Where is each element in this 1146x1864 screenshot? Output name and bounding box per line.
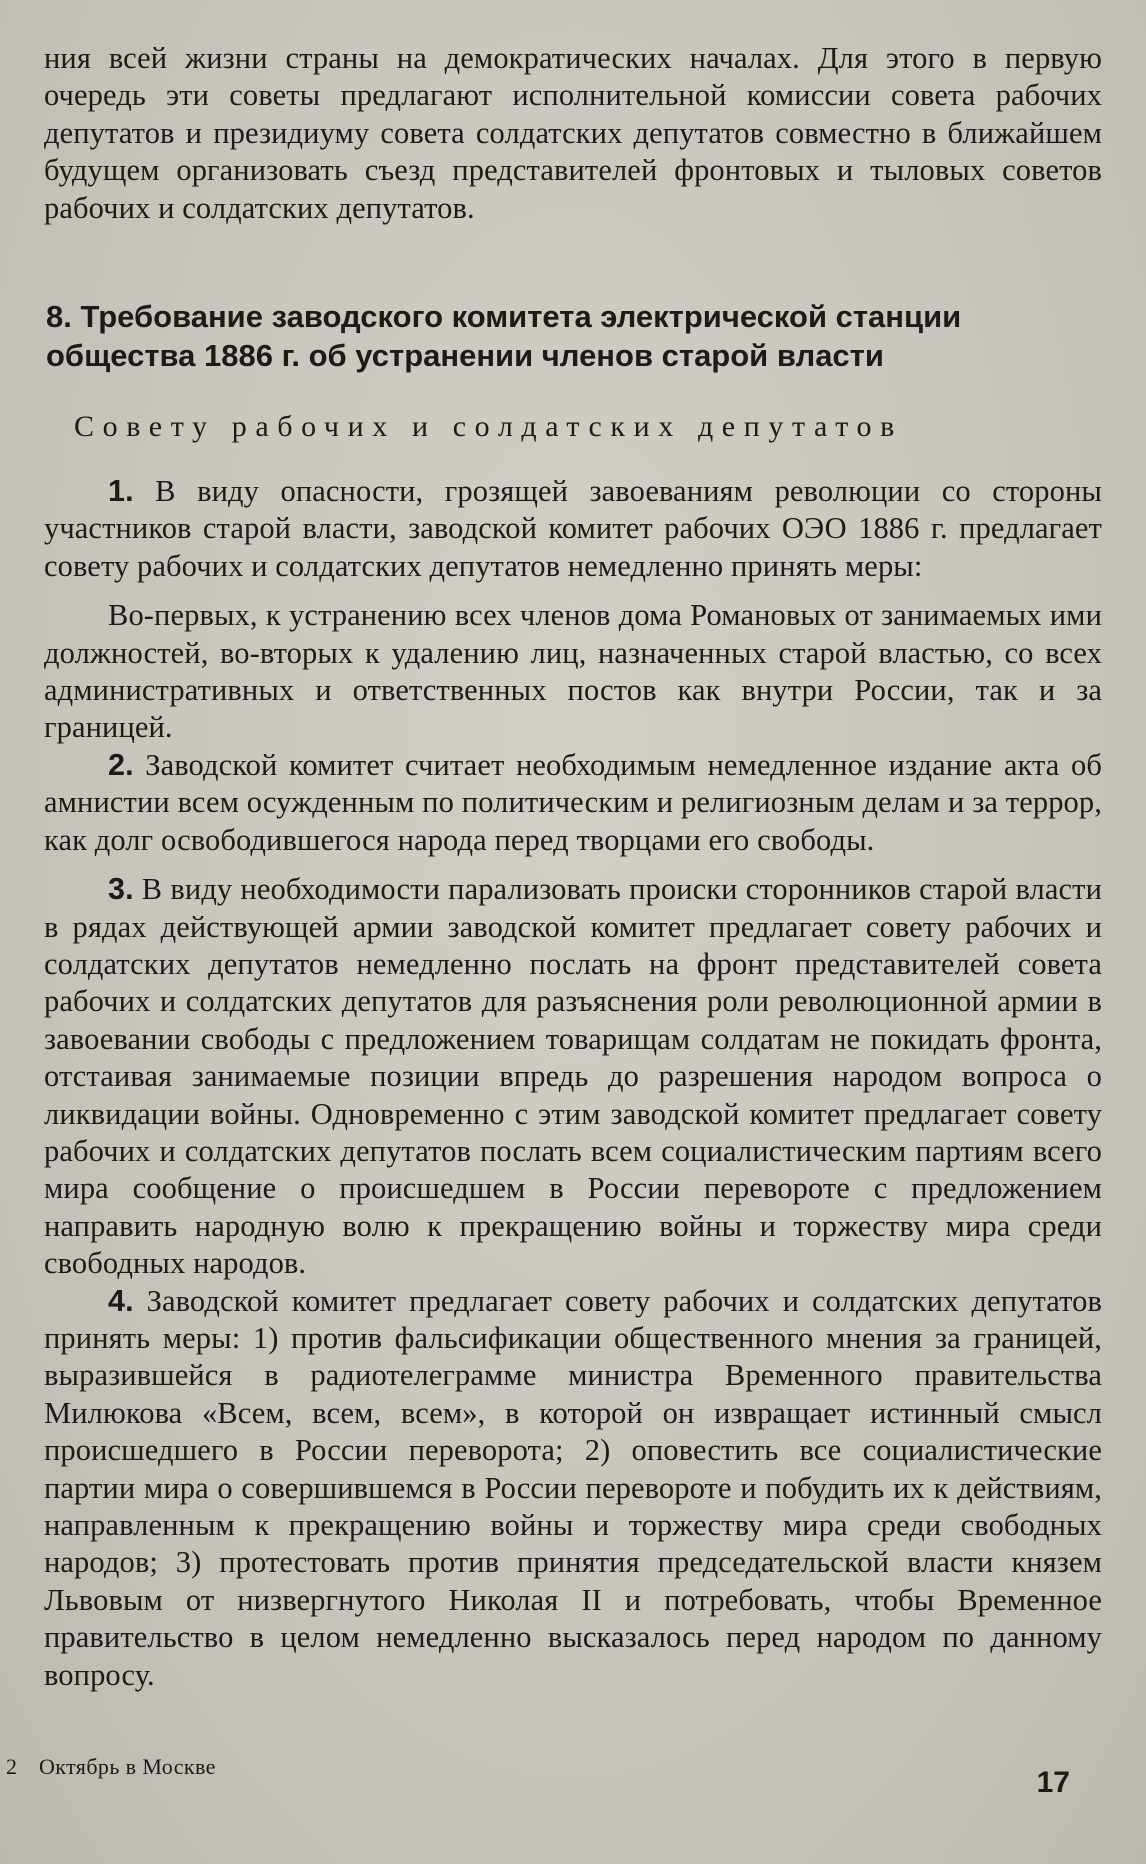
item-3-text: В виду необходимости парализовать происки сторонников старой власти в рядах действующей армии заводской комитет предлагает совету рабочих и солдатских депутатов немедленно послать на фронт представителей совета рабочих и солдатских депутатов для разъяснения роли революционной армии в завоевании свободы с предложением товарищам солдатам не покидать фронта, отстаивая занимаемые позиции впредь до разрешения народом вопроса о ликвидации войны. Одновременно с этим заводской комитет предлагает совету рабочих и солдатских депутатов послать всем социалистическим партиям всего мира сообщение о происшедшем в России перевороте с предложением направить народную волю к прекращению войны и торжеству мира среди свободных народов. bbox=[44, 872, 1102, 1281]
item-1-continuation-text: Во-первых, к устранению всех членов дома Романовых от занимаемых ими должностей, во-вторых к удалению лиц, назначенных старой властью, со всех административных и ответственных постов как внутри России, так и за границей. bbox=[44, 598, 1102, 745]
item-3-number: 3. bbox=[108, 872, 134, 907]
page-number: 17 bbox=[1036, 1766, 1070, 1799]
intro-paragraph: ния всей жизни страны на демократических началах. Для этого в первую очередь эти советы предлагают исполнительной комиссии совета рабочих депутатов и президиуму совета солдатских депутатов совместно в ближайшем будущем организовать съезд представителей фронтовых и тыловых советов рабочих и солдатских депутатов. bbox=[44, 41, 1102, 225]
printer-signature bbox=[6, 1754, 216, 1780]
addressee-line: Совету рабочих и солдатских депутатов bbox=[74, 410, 903, 444]
item-1-number: 1. bbox=[108, 474, 134, 509]
item-3-paragraph bbox=[44, 871, 1102, 1282]
item-1-continuation bbox=[44, 597, 1102, 747]
section-heading: 8. Требование заводского комитета электрической станции общества 1886 г. об устранении членов старой власти bbox=[46, 299, 962, 374]
signature-number: 2 bbox=[6, 1754, 17, 1779]
item-2-text: Заводской комитет считает необходимым немедленное издание акта об амнистии всем осужденным по политическим и религиозным делам и за террор, как долг освободившегося народа перед творцами его свободы. bbox=[44, 747, 1102, 857]
item-4-text: Заводской комитет предлагает совету рабочих и солдатских депутатов принять меры: 1) против фальсификации общественного мнения за границей, выразившейся в радиотелеграмме министра Временного правительства Милюкова «Всем, всем, всем», в которой он извращает истинный смысл происшедшего в России переворота; 2) оповестить все социалистические партии мира о совершившемся в России перевороте и побудить их к действиям, направленным к прекращению войны и торжеству мира среди свободных народов; 3) протестовать против принятия председательской власти князем Львовым от низвергнутого Николая II и потребовать, чтобы Временное правительство в целом немедленно высказалось перед народом по данному вопросу. bbox=[44, 1283, 1102, 1692]
item-2-number: 2. bbox=[108, 747, 134, 782]
item-1-text: В виду опасности, грозящей завоеваниям революции со стороны участников старой власти, заводской комитет рабочих ОЭО 1886 г. предлагает совету рабочих и солдатских депутатов немедленно принять меры: bbox=[44, 474, 1102, 583]
item-4-paragraph bbox=[44, 1283, 1102, 1694]
signature-title: Октябрь в Москве bbox=[39, 1754, 216, 1779]
item-2-paragraph bbox=[44, 747, 1102, 859]
item-4-number: 4. bbox=[108, 1283, 134, 1318]
item-1-paragraph bbox=[44, 473, 1102, 585]
